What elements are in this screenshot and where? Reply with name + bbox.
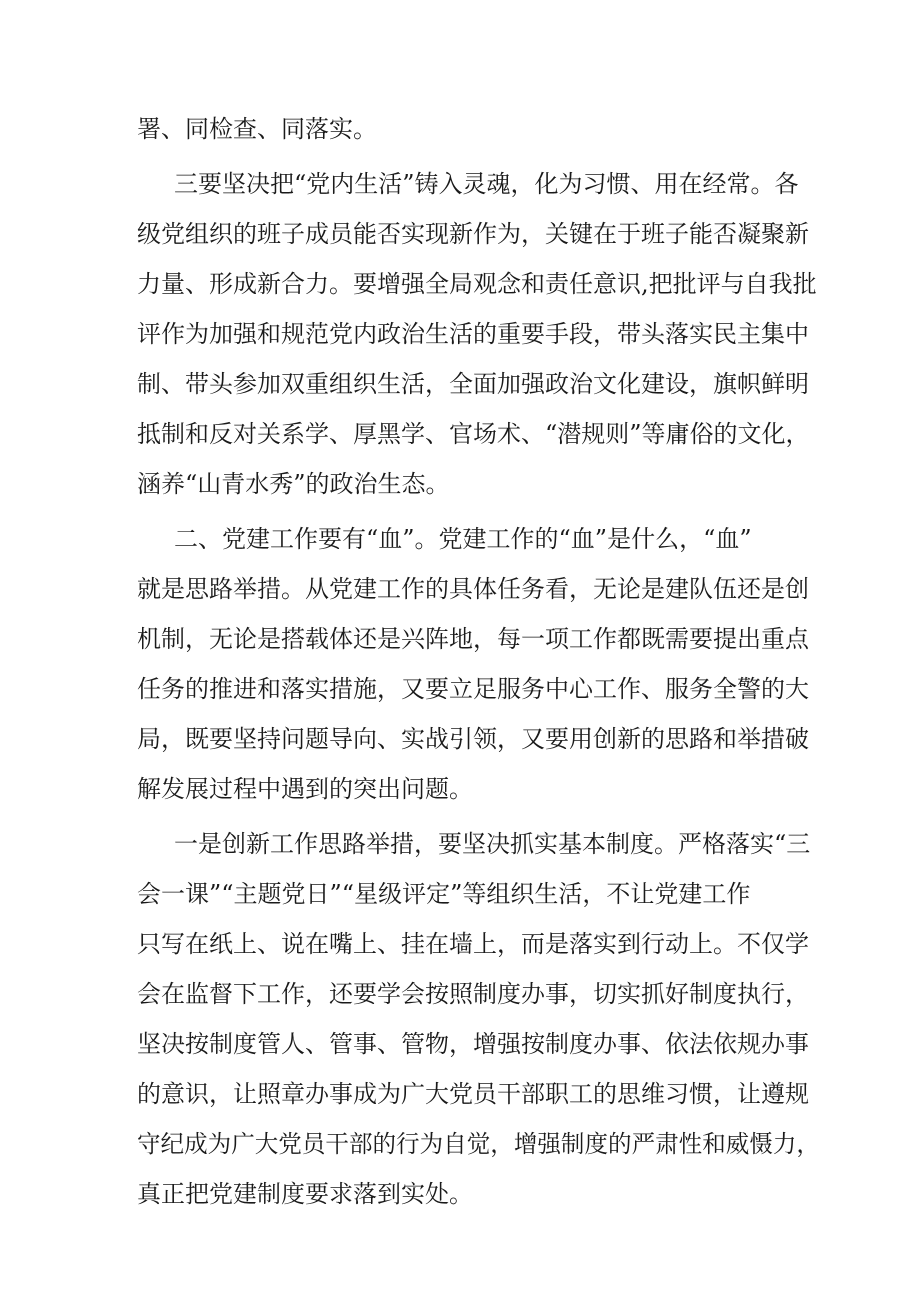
line-text: 署、同检查、同落实。 [137,115,377,143]
text-line [0,266,920,302]
text-line [0,466,920,502]
line-text: 会在监督下工作，还要学会按照制度办事，切实抓好制度执行， [137,980,809,1008]
line-text: 涵养“山青水秀”的政治生态。 [137,470,450,498]
text-line [0,416,920,452]
line-text: 真正把党建制度要求落到实处。 [137,1180,473,1208]
line-text: 任务的推进和落实措施，又要立足服务中心工作、服务全警的大 [137,675,809,703]
line-text: 制、带头参加双重组织生活，全面加强政治文化建设，旗帜鲜明 [137,370,809,398]
text-line [0,111,920,147]
text-line [0,366,920,402]
line-text: 三要坚决把“党内生活”铸入灵魂，化为习惯、用在经常。各 [174,170,799,198]
text-line [0,671,920,707]
text-line [0,571,920,607]
line-text: 解发展过程中遇到的突出问题。 [137,775,473,803]
text-line [0,826,920,862]
line-text: 机制，无论是搭载体还是兴阵地，每一项工作都既需要提出重点 [137,625,809,653]
line-text: 只写在纸上、说在嘴上、挂在墙上，而是落实到行动上。不仅学 [137,930,809,958]
text-line [0,926,920,962]
line-text: 二、党建工作要有“血”。党建工作的“血”是什么，“血” [174,525,752,553]
line-text: 守纪成为广大党员干部的行为自觉，增强制度的严肃性和威慑力， [137,1130,820,1158]
text-line [0,771,920,807]
line-text: 评作为加强和规范党内政治生活的重要手段，带头落实民主集中 [137,320,809,348]
text-line [0,621,920,657]
line-text: 一是创新工作思路举措，要坚决抓实基本制度。严格落实“三 [174,830,811,858]
line-text: 坚决按制度管人、管事、管物，增强按制度办事、依法依规办事 [137,1030,809,1058]
line-text: 会一课”“主题党日”“星级评定”等组织生活，不让党建工作 [137,880,751,908]
text-line [0,521,920,557]
line-text: 级党组织的班子成员能否实现新作为，关键在于班子能否凝聚新 [137,220,809,248]
text-line [0,1076,920,1112]
text-line [0,1026,920,1062]
text-line [0,876,920,912]
text-line [0,721,920,757]
line-text: 的意识，让照章办事成为广大党员干部职工的思维习惯，让遵规 [137,1080,809,1108]
text-line [0,976,920,1012]
line-text: 抵制和反对关系学、厚黑学、官场术、“潜规则”等庸俗的文化， [137,420,810,448]
text-line [0,316,920,352]
line-text: 就是思路举措。从党建工作的具体任务看，无论是建队伍还是创 [137,575,809,603]
line-text: 局，既要坚持问题导向、实战引领，又要用创新的思路和举措破 [137,725,809,753]
line-text: 力量、形成新合力。要增强全局观念和责任意识,把批评与自我批 [137,270,817,298]
text-line [0,1126,920,1162]
text-line [0,1176,920,1212]
text-line [0,166,920,202]
text-line [0,216,920,252]
